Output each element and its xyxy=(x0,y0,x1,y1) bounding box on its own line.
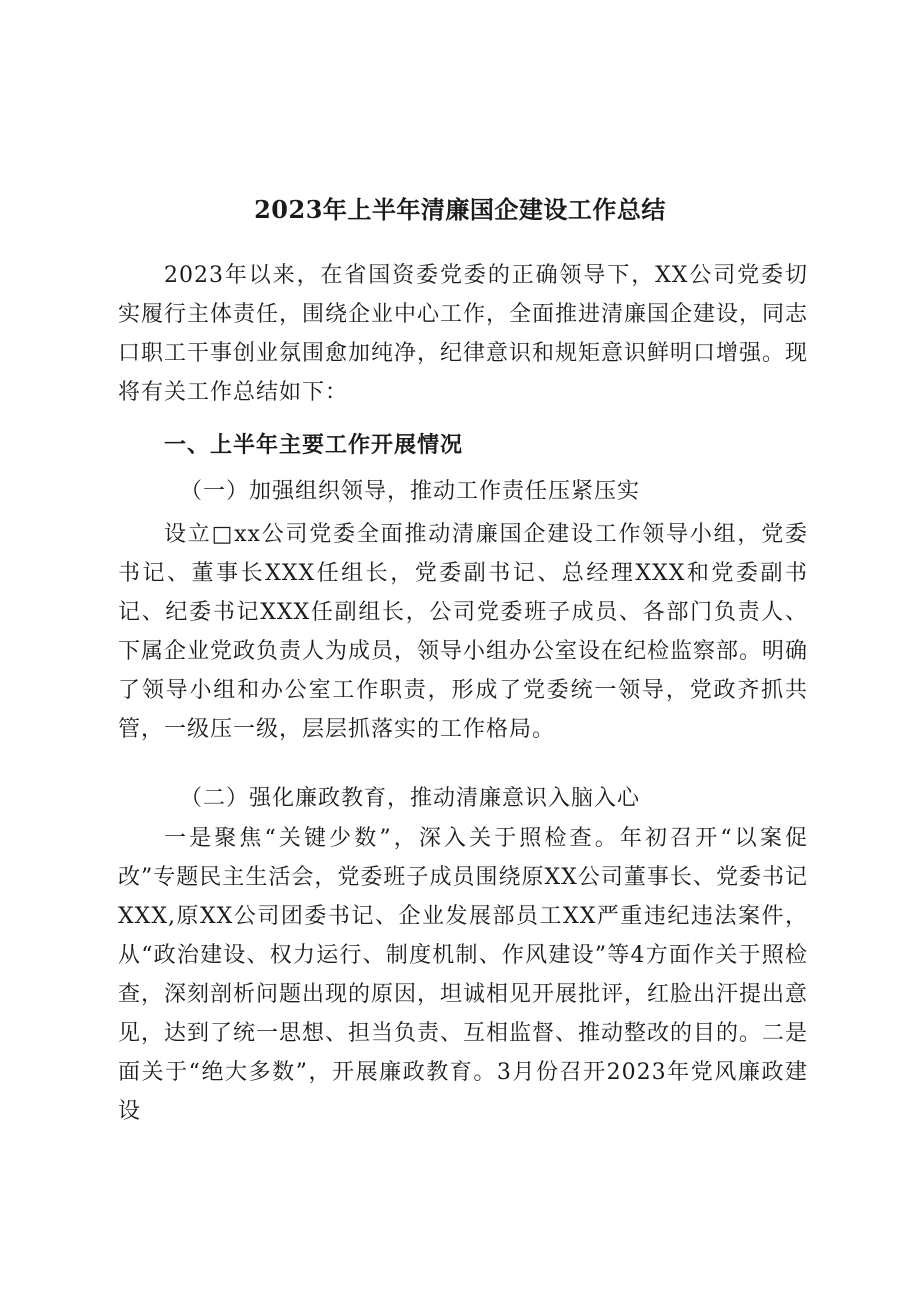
subsection-1-paragraph: 设立□xx公司党委全面推动清廉国企建设工作领导小组，党委书记、董事长XXX任组长，党委副书记、总经理XXX和党委副书记、纪委书记XXX任副组长，公司党委班子成员、各部门负责人、下属企业党政负责人为成员，领导小组办公室设在纪检监察部。明确了领导小组和办公室工作职责，形成了党委统一领导，党政齐抓共管，一级压一级，层层抓落实的工作格局。 xyxy=(118,522,809,742)
subsection-heading-2: （二）强化廉政教育，推动清廉意识入脑入心 xyxy=(180,786,641,811)
intro-paragraph: 2023年以来，在省国资委党委的正确领导下，XX公司党委切实履行主体责任，围绕企业中心工作，全面推进清廉国企建设，同志口职工干事创业氛围愈加纯净，纪律意识和规矩意识鲜明口增强。现将有关工作总结如下： xyxy=(118,263,809,405)
subsection-heading-1: （一）加强组织领导，推动工作责任压紧压实 xyxy=(180,479,641,504)
section-heading-1: 一、上半年主要工作开展情况 xyxy=(164,433,464,458)
document-title: 2023年上半年清廉国企建设工作总结 xyxy=(254,195,666,224)
subsection-2-paragraph: 一是聚焦“关键少数”，深入关于照检查。年初召开“以案促改”专题民主生活会，党委班子成员围绕原XX公司董事长、党委书记XXX,原XX公司团委书记、企业发展部员工XX严重违纪违法案件，从“政治建设、权力运行、制度机制、作风建设”等4方面作关于照检查，深刻剖析问题出现的原因，坦诚相见开展批评，红脸出汗提出意见，达到了统一思想、担当负责、互相监督、推动整改的目的。二是面关于“绝大多数”，开展廉政教育。3月份召开2023年党风廉政建设 xyxy=(118,826,809,1124)
